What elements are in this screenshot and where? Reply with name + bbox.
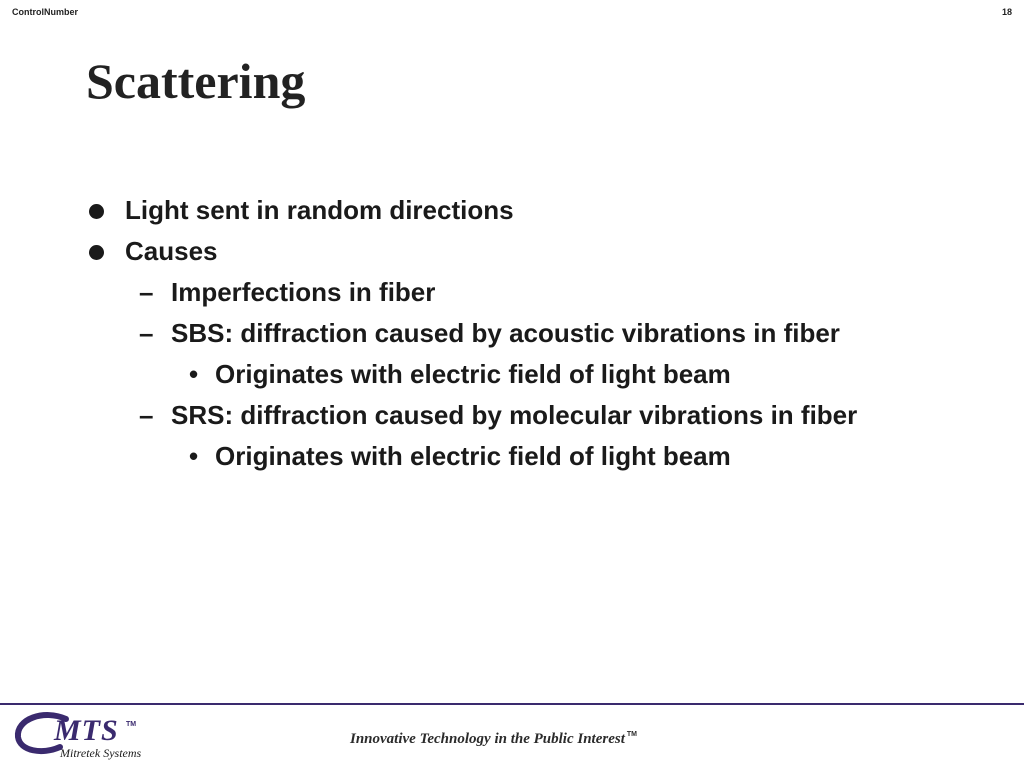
sub-bullet-item [0, 272, 1024, 313]
slide-title: Scattering [86, 53, 306, 109]
dot-bullet-icon: • [189, 441, 199, 471]
bullet-text: Causes [125, 236, 218, 266]
bullet-text: Light sent in random directions [125, 195, 514, 225]
bullet-list [0, 190, 1024, 477]
logo-subtitle: Mitretek Systems [60, 746, 142, 760]
sub-bullet-text: SBS: diffraction caused by acoustic vibrations in fiber [171, 318, 840, 348]
page-number: 18 [1001, 7, 1012, 17]
sub-sub-bullet-text: Originates with electric field of light beam [215, 359, 731, 389]
tagline-trademark: TM [626, 731, 637, 738]
dot-bullet-icon: • [189, 359, 199, 389]
control-number-label: ControlNumber [12, 7, 78, 17]
filled-circle-bullet-icon [89, 245, 104, 260]
dash-bullet-icon: – [139, 277, 154, 307]
sub-bullet-item [0, 313, 1024, 354]
dash-bullet-icon: – [139, 318, 154, 348]
logo-wordmark: MTS [54, 714, 119, 747]
company-logo [14, 711, 164, 763]
tagline-text: Innovative Technology in the Public Interest [350, 731, 625, 747]
sub-bullet-text: SRS: diffraction caused by molecular vibrations in fiber [171, 400, 858, 430]
footer-tagline [350, 731, 637, 748]
sub-bullet-text: Imperfections in fiber [171, 277, 436, 307]
sub-sub-bullet-text: Originates with electric field of light beam [215, 441, 731, 471]
filled-circle-bullet-icon [89, 204, 104, 219]
logo-trademark: TM [126, 721, 137, 728]
sub-sub-bullet-item [0, 436, 1024, 477]
bullet-item [0, 231, 1024, 272]
sub-sub-bullet-item [0, 354, 1024, 395]
dash-bullet-icon: – [139, 400, 154, 430]
bullet-item [0, 190, 1024, 231]
footer-divider [0, 703, 1024, 705]
sub-bullet-item [0, 395, 1024, 436]
